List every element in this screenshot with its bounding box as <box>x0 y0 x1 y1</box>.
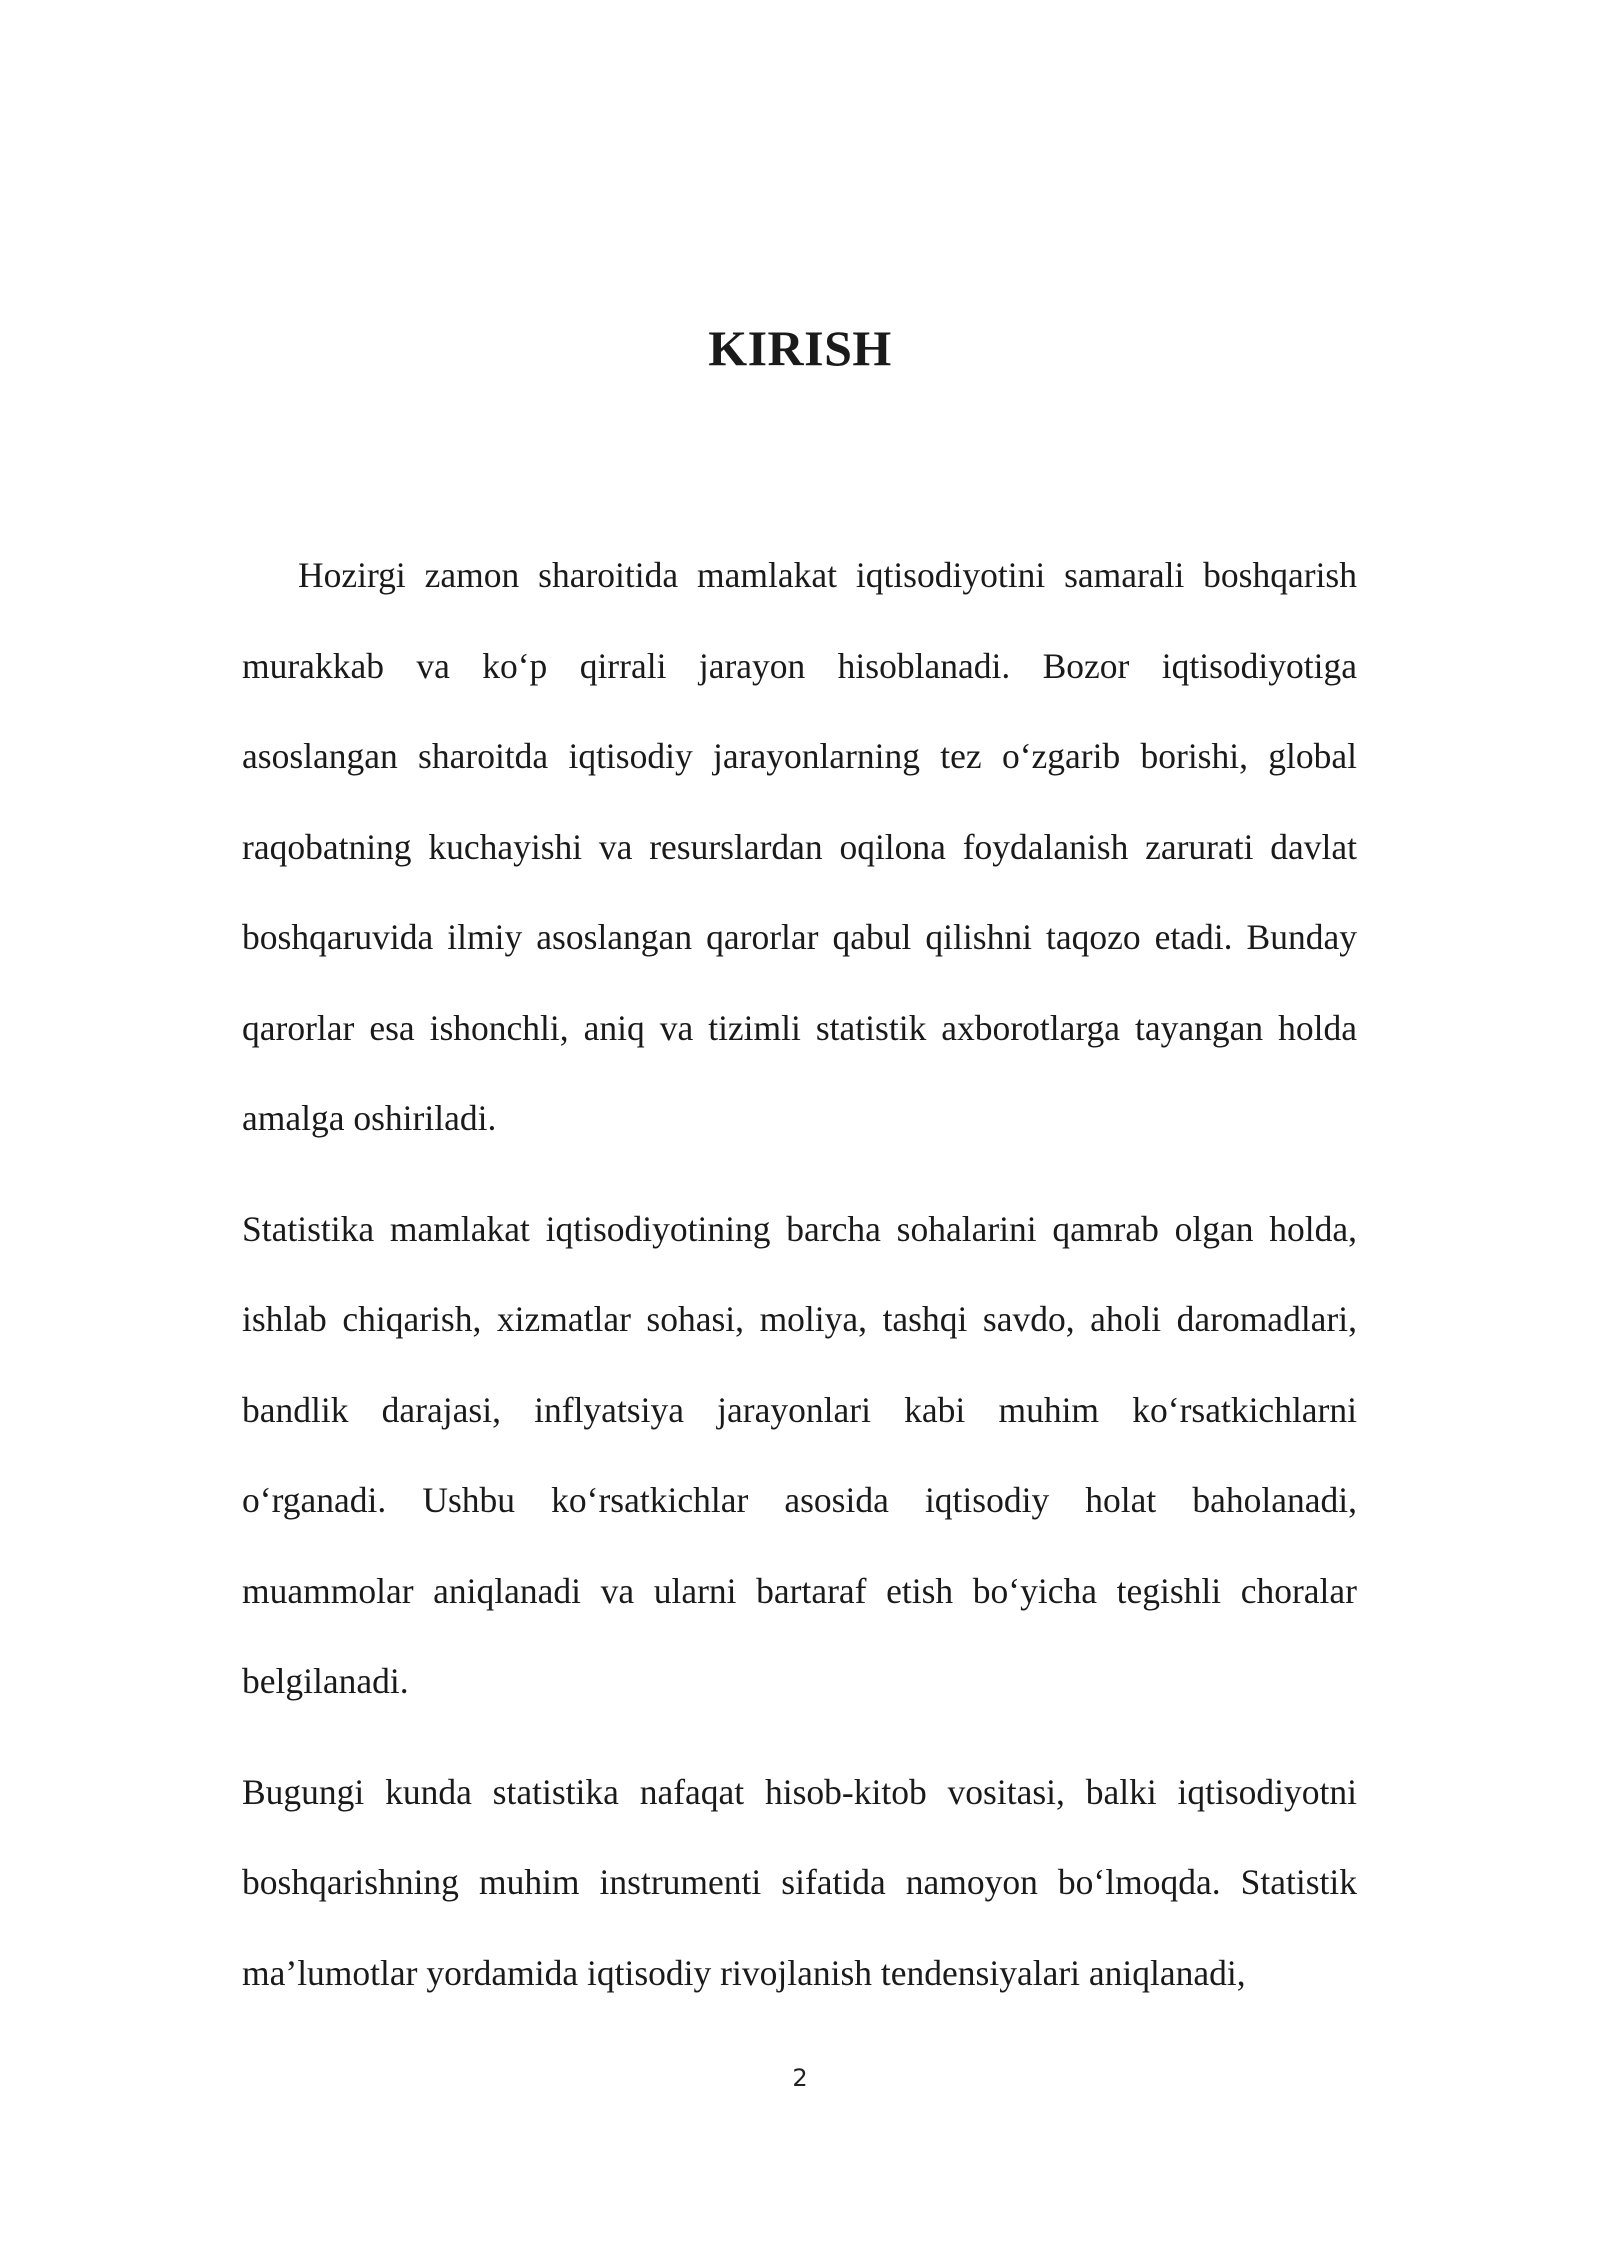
paragraph-2: Statistika mamlakat iqtisodiyotining barcha sohalarini qamrab olgan holda, ishlab chiqarish, xizmatlar sohasi, moliya, tashqi savdo, aholi daromadlari, bandlik darajasi, inflyatsiya jarayonlari kabi muhim ko‘rsatkichlarni o‘rganadi. Ushbu ko‘rsatkichlar asosida iqtisodiy holat baholanadi, muammolar aniqlanadi va ularni bartaraf etish bo‘yicha tegishli choralar belgilanadi. <box>242 1208 1357 1701</box>
section-heading: KIRISH <box>708 320 892 376</box>
page-number: 2 <box>792 2064 808 2092</box>
paragraph-3: Bugungi kunda statistika nafaqat hisob-kitob vositasi, balki iqtisodiyotni boshqarishning muhim instrumenti sifatida namoyon bo‘lmoqda. Statistik ma’lumotlar yordamida iqtisodiy rivojlanish tendensiyalari aniqlanadi, <box>242 1771 1357 1993</box>
body-text <box>242 530 1357 2018</box>
paragraph-1: Hozirgi zamon sharoitida mamlakat iqtisodiyotini samarali boshqarish murakkab va ko‘p qirrali jarayon hisoblanadi. Bozor iqtisodiyotiga asoslangan sharoitda iqtisodiy jarayonlarning tez o‘zgarib borishi, global raqobatning kuchayishi va resurslardan oqilona foydalanish zarurati davlat boshqaruvida ilmiy asoslangan qarorlar qabul qilishni taqozo etadi. Bunday qarorlar esa ishonchli, aniq va tizimli statistik axborotlarga tayangan holda amalga oshiriladi. <box>242 555 1357 1138</box>
